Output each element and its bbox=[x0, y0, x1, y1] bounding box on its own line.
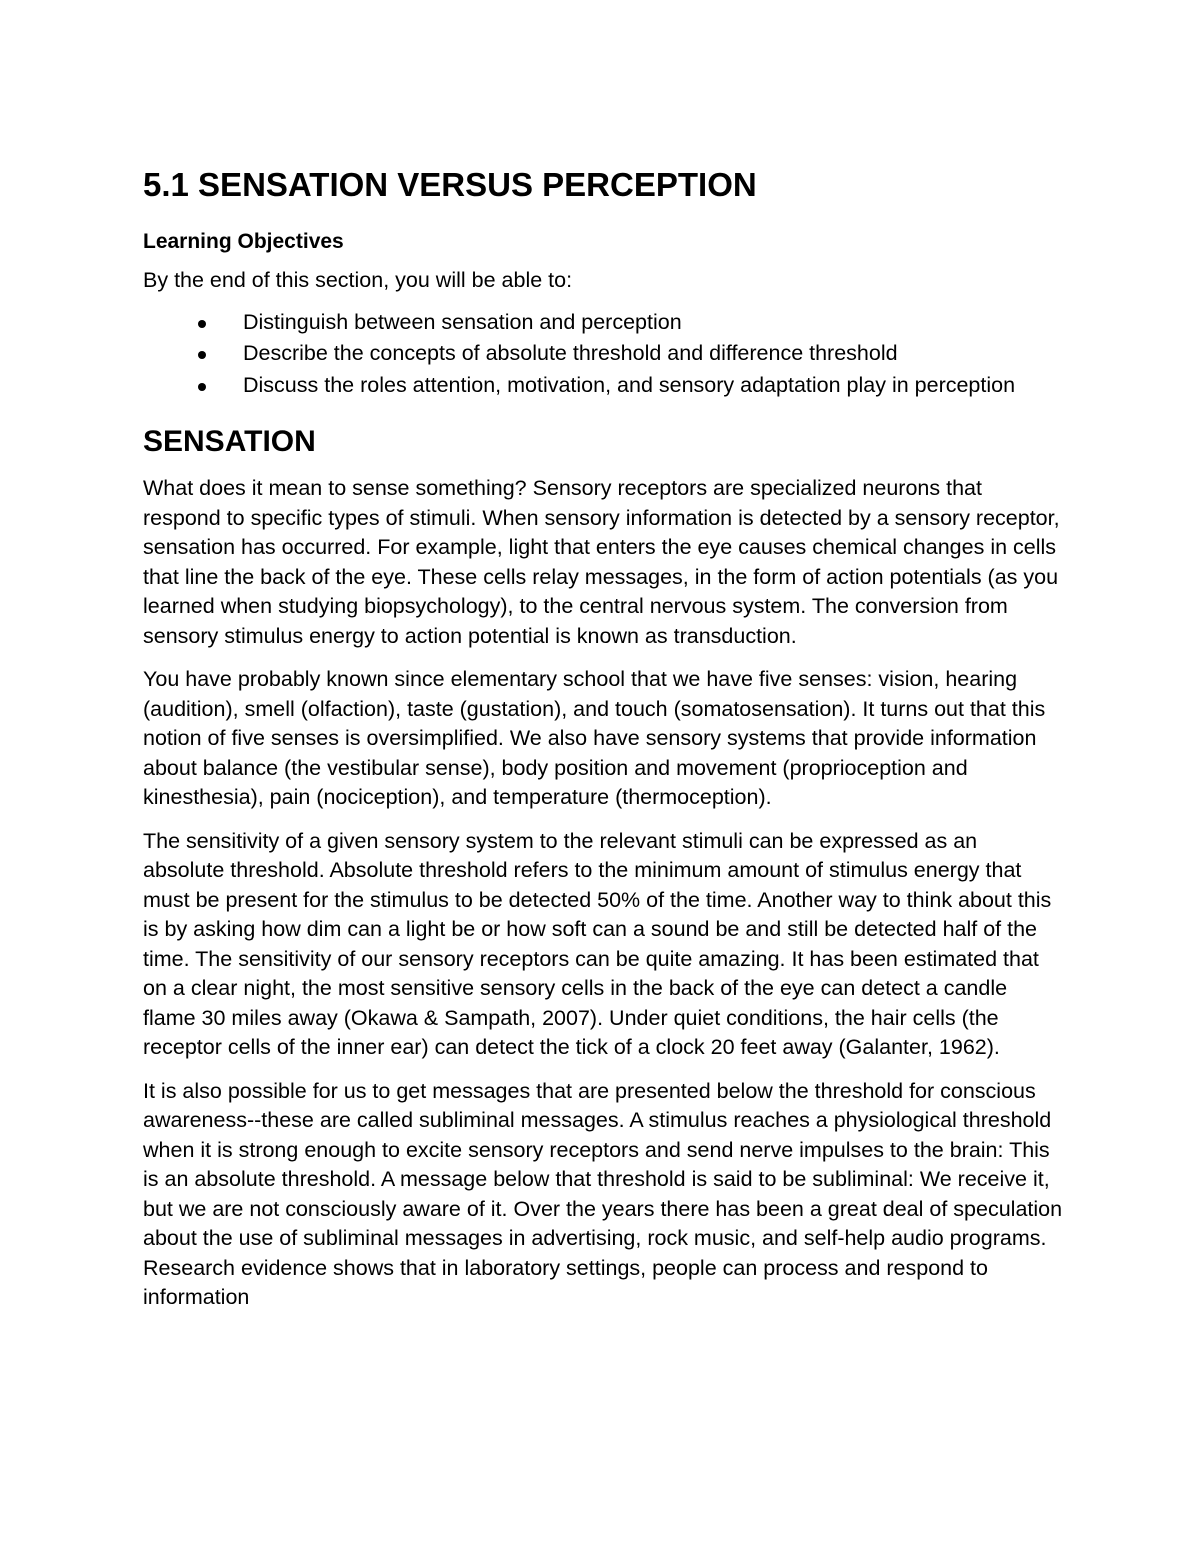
bullet-icon bbox=[198, 383, 206, 391]
objective-item bbox=[143, 339, 1063, 369]
objective-item bbox=[143, 308, 1063, 338]
body-paragraph: What does it mean to sense something? Sensory receptors are specialized neurons that respond to specific types of stimuli. When sensory information is detected by a sensory receptor, sensation has occurred. For example, light that enters the eye causes chemical changes in cells that line the back of the eye. These cells relay messages, in the form of action potentials (as you learned when studying biopsychology), to the central nervous system. The conversion from sensory stimulus energy to action potential is known as transduction. bbox=[143, 476, 1060, 648]
objectives-list bbox=[143, 308, 1063, 401]
bullet-icon bbox=[198, 351, 206, 359]
section-heading: SENSATION bbox=[143, 425, 316, 458]
objective-item bbox=[143, 371, 1063, 401]
objectives-intro: By the end of this section, you will be able to: bbox=[143, 268, 573, 292]
document-page bbox=[143, 162, 1063, 1327]
objective-text: Describe the concepts of absolute threshold and difference threshold bbox=[243, 341, 898, 365]
bullet-icon bbox=[198, 320, 206, 328]
body-paragraph: The sensitivity of a given sensory system to the relevant stimuli can be expressed as an absolute threshold. Absolute threshold refers to the minimum amount of stimulus energy that must be present for the stimulus to be detected 50% of the time. Another way to think about this is by asking how dim can a light be or how soft can a sound be and still be detected half of the time. The sensitivity of our sensory receptors can be quite amazing. It has been estimated that on a clear night, the most sensitive sensory cells in the back of the eye can detect a candle flame 30 miles away (Okawa & Sampath, 2007). Under quiet conditions, the hair cells (the receptor cells of the inner ear) can detect the tick of a clock 20 feet away (Galanter, 1962). bbox=[143, 828, 1052, 1059]
objective-text: Distinguish between sensation and perception bbox=[243, 309, 682, 334]
body-paragraph: It is also possible for us to get messages that are presented below the threshold for conscious awareness--these are called subliminal messages. A stimulus reaches a physiological threshold when it is strong enough to excite sensory receptors and send nerve impulses to the brain: This is an absolute threshold. A message below that threshold is said to be subliminal: We receive it, but we are not consciously aware of it. Over the years there has been a great deal of speculation about the use of subliminal messages in advertising, rock music, and self-help audio programs. Research evidence shows that in laboratory settings, people can process and respond to information bbox=[143, 1078, 1063, 1309]
objective-text: Discuss the roles attention, motivation, and sensory adaptation play in perception bbox=[243, 372, 1016, 397]
body-paragraph: You have probably known since elementary school that we have five senses: vision, hearing (audition), smell (olfaction), taste (gustation), and touch (somatosensation). It turns out that this notion of five senses is oversimplified. We also have sensory systems that provide information about balance (the vestibular sense), body position and movement (proprioception and kinesthesia), pain (nociception), and temperature (thermoception). bbox=[143, 667, 1046, 809]
page-title: 5.1 SENSATION VERSUS PERCEPTION bbox=[143, 166, 757, 203]
objectives-heading: Learning Objectives bbox=[143, 230, 344, 253]
